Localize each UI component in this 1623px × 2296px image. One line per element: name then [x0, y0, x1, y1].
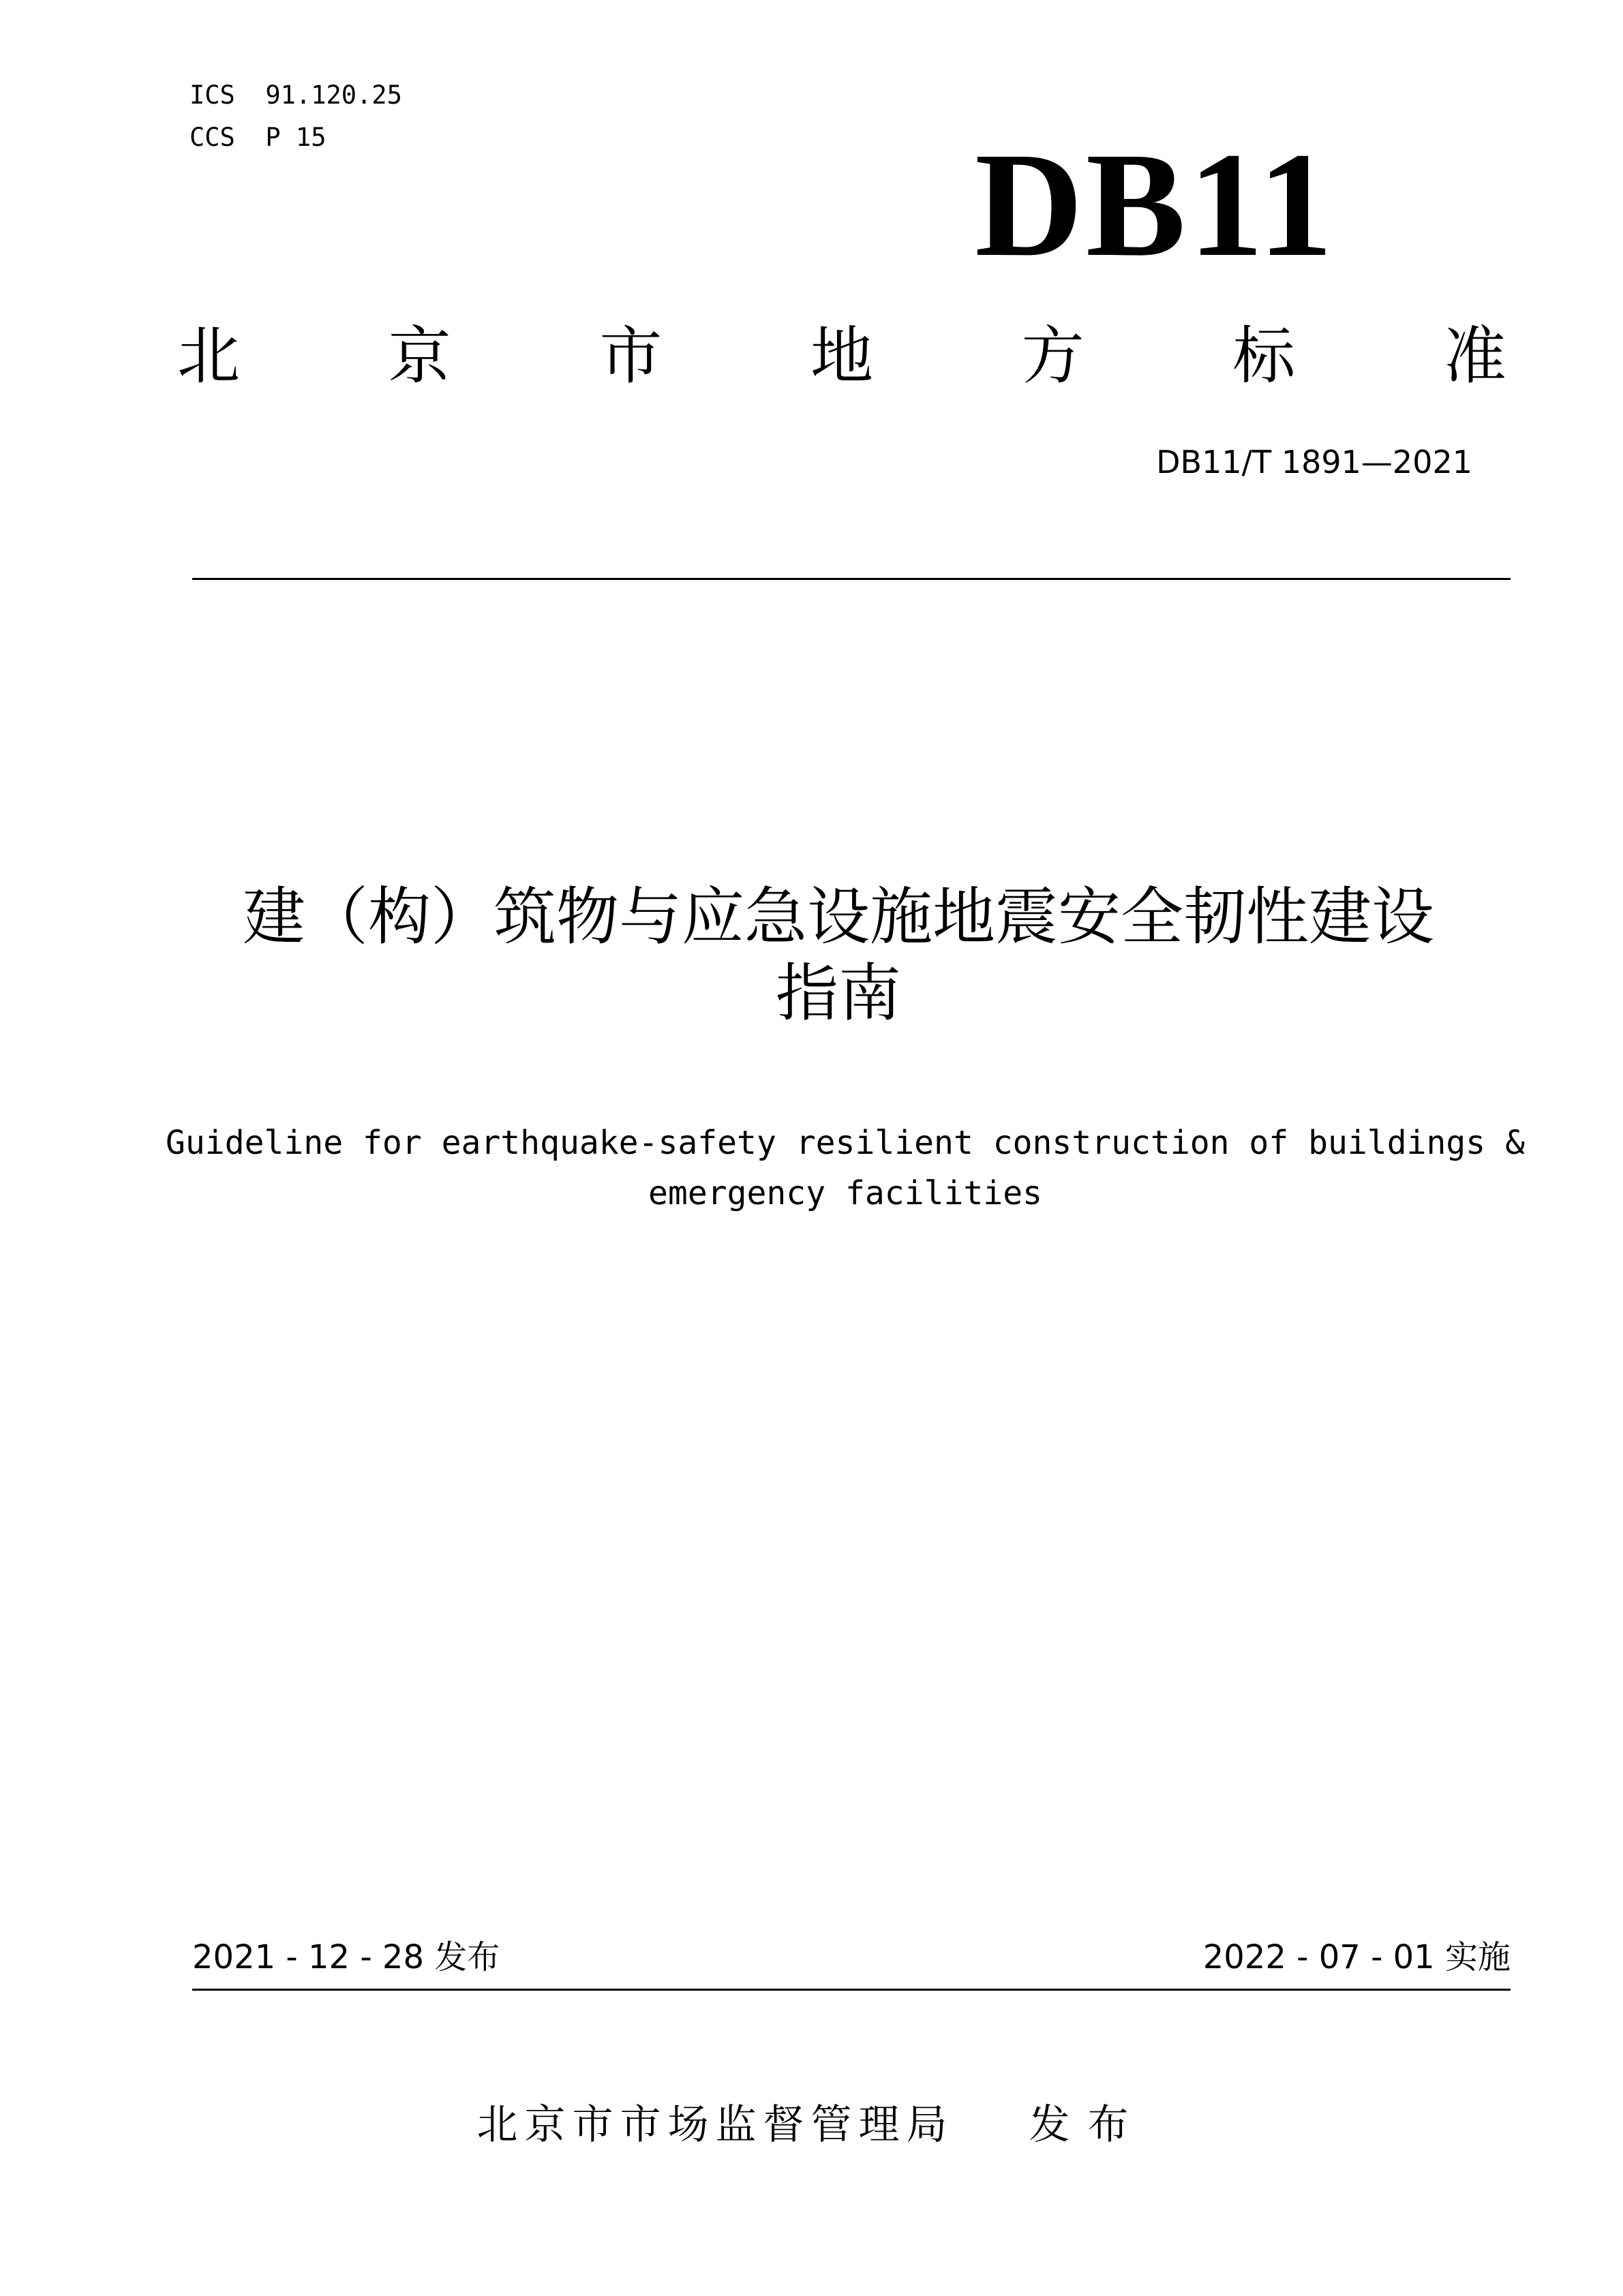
publisher-name: 北京市市场监督管理局	[476, 2101, 954, 2149]
ccs-code: CCS P 15	[189, 123, 327, 152]
english-title-line-2: emergency facilities	[648, 1174, 1042, 1212]
publisher-action: 发布	[1029, 2101, 1147, 2149]
chinese-title	[136, 879, 1541, 1032]
top-divider	[192, 578, 1511, 580]
english-title	[164, 1118, 1527, 1219]
standard-type-char: 市	[599, 320, 663, 393]
chinese-title-line-2: 指南	[775, 957, 901, 1030]
db11-logo: DB11	[975, 121, 1336, 288]
chinese-title-line-1: 建（构）筑物与应急设施地震安全韧性建设	[242, 881, 1434, 953]
effective-date: 2022 - 07 - 01 实施	[1202, 1938, 1511, 1976]
standard-type-char: 标	[1232, 320, 1296, 393]
bottom-divider	[192, 1989, 1511, 1991]
standard-type-char: 京	[388, 320, 451, 393]
standard-type-char: 准	[1443, 320, 1506, 393]
standard-number: DB11/T 1891—2021	[1156, 444, 1472, 480]
issue-date: 2021 - 12 - 28 发布	[192, 1938, 500, 1976]
standard-type-char: 北	[177, 320, 241, 393]
standard-type-heading	[177, 319, 1506, 394]
standard-type-char: 地	[810, 320, 873, 393]
ics-code: ICS 91.120.25	[189, 80, 402, 110]
publisher-line	[0, 2099, 1623, 2151]
english-title-line-1: Guideline for earthquake-safety resilient construction of buildings &	[166, 1124, 1525, 1162]
standard-type-char: 方	[1021, 320, 1084, 393]
